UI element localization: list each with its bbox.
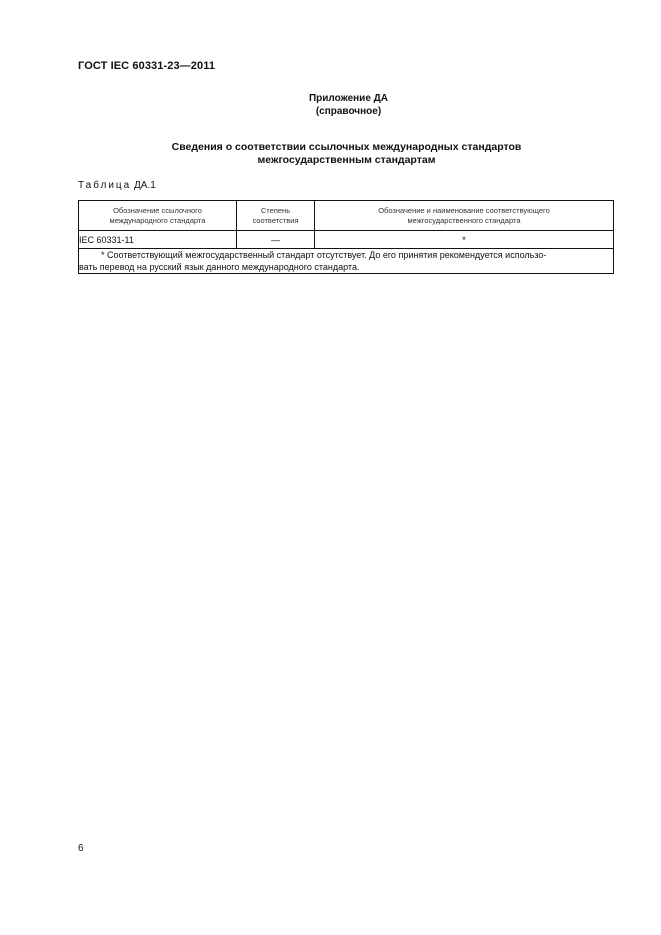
section-title-line2: межгосударственным стандартам [257,154,436,166]
header-interstate-standard-line2: межгосударственного стандарта [407,215,521,225]
header-compliance-line1: Степень [260,205,291,215]
header-compliance [237,201,315,231]
cell-interstate-standard: * [315,231,614,249]
header-interstate-standard [315,201,614,231]
page-number: 6 [78,843,84,854]
cell-ref-standard: IEC 60331-11 [79,231,237,249]
appendix-subtitle: (справочное) [315,106,382,117]
document-code: ГОСТ IEC 60331-23—2011 [78,60,216,72]
header-interstate-standard-line1: Обозначение и наименование соответствующего [378,205,550,215]
table-note-line2: вать перевод на русский язык данного международного стандарта. [79,262,360,272]
header-ref-standard-line2: международного стандарта [109,215,206,225]
section-title [0,141,661,167]
table-caption [78,180,156,191]
appendix-heading [0,92,661,118]
appendix-title: Приложение ДА [308,93,389,104]
table-caption-id: ДА.1 [134,180,156,191]
table-caption-word: Таблица [78,180,132,191]
header-ref-standard [79,201,237,231]
header-compliance-line2: соответствия [252,215,299,225]
table-note-line1: * Соответствующий межгосударственный стандарт отсутствует. До его принятия рекомендуется использо- [101,250,547,260]
table-note-row [79,249,614,274]
table-row [79,231,614,249]
table-header-row [79,201,614,231]
section-title-line1: Сведения о соответствии ссылочных международных стандартов [171,141,522,153]
table-note [79,249,614,274]
header-ref-standard-line1: Обозначение ссылочного [113,205,202,215]
reference-standards-table [78,200,614,274]
cell-compliance: — [237,231,315,249]
